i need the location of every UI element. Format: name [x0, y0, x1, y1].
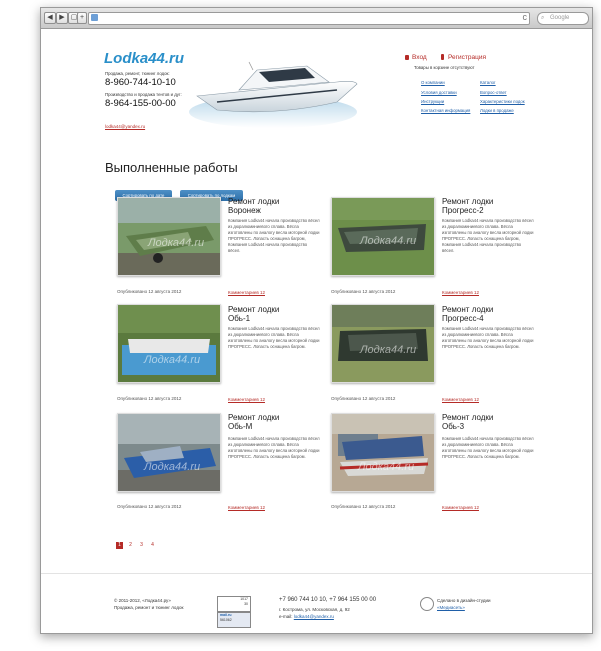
- card-comments-link[interactable]: Комментариев 12: [442, 290, 479, 295]
- card-description: Компания Lodka44 начала производство вёсел из дюралюминиевого сплава. Вёсла изготовлены по аналогу весла моторной лодки ПРОГРЕСС. Лопасть оснащена багром.: [228, 326, 320, 349]
- card-date: Опубликовано 12 августа 2012: [117, 289, 182, 294]
- card-description: Компания Lodka44 начала производство вёсел из дюралюминиевого сплава. Вёсла изготовлены по аналогу весла моторной лодки ПРОГРЕСС. Лопасть оснащена багром.: [442, 436, 534, 459]
- liveinternet-counter[interactable]: 1017 30: [217, 596, 251, 612]
- footer-copyright: © 2011-2012, «Лодка44.ру» Продажа, ремонт и тюнинг лодок: [114, 598, 184, 610]
- card-image[interactable]: [117, 304, 221, 383]
- card-title[interactable]: Ремонт лодки Прогресс-4: [442, 305, 494, 323]
- watermark: Лодка44.ru: [148, 237, 205, 249]
- card-date: Опубликовано 12 августа 2012: [331, 396, 396, 401]
- watermark: Лодка44.ru: [144, 354, 201, 366]
- user-icon: [441, 54, 444, 60]
- card-image[interactable]: [331, 304, 435, 383]
- nav-contacts[interactable]: Контактная информация: [421, 108, 471, 113]
- watermark: Лодка44.ru: [358, 461, 415, 473]
- card-description: Компания Lodka44 начала производство вёсел из дюралюминиевого сплава. Вёсла изготовлены по аналогу весла моторной лодки ПРОГРЕСС. Лопасть оснащена багром.: [228, 436, 320, 459]
- address-bar[interactable]: [88, 12, 530, 25]
- footer-email-link[interactable]: lodka44@yandex.ru: [293, 614, 334, 619]
- watermark: Лодка44.ru: [144, 461, 201, 473]
- tagline: Продажа, ремонт, тюнинг лодок:: [105, 71, 170, 76]
- login-link[interactable]: Вход: [412, 54, 427, 61]
- register-link[interactable]: Регистрация: [448, 54, 486, 61]
- production-text: Производство и продажа тентов и дуг:: [105, 92, 182, 97]
- card-date: Опубликовано 12 августа 2012: [117, 504, 182, 509]
- card-title[interactable]: Ремонт лодки Обь-М: [228, 413, 280, 431]
- nav-delivery[interactable]: Условия доставки: [421, 90, 457, 95]
- card-comments-link[interactable]: Комментариев 12: [442, 505, 479, 510]
- card-date: Опубликовано 12 августа 2012: [331, 504, 396, 509]
- search-icon: ⌕: [541, 15, 545, 21]
- header-email-link[interactable]: lodka44@yandex.ru: [105, 124, 146, 129]
- card-date: Опубликовано 12 августа 2012: [331, 289, 396, 294]
- nav-catalog[interactable]: Каталог: [480, 80, 496, 85]
- browser-toolbar: [41, 8, 592, 29]
- nav-for-sale[interactable]: Лодки в продаже: [480, 108, 514, 113]
- card-comments-link[interactable]: Комментариев 12: [228, 505, 265, 510]
- nav-about[interactable]: О компании: [421, 80, 445, 85]
- page-4[interactable]: 4: [151, 542, 154, 548]
- card-title[interactable]: Ремонт лодки Обь-1: [228, 305, 280, 323]
- card-image[interactable]: [117, 197, 221, 276]
- card-description: Компания Lodka44 начала производство вёсел из дюралюминиевого сплава. Вёсла изготовлены по аналогу весла моторной лодки ПРОГРЕСС. Лопасть оснащена багром.: [442, 326, 534, 349]
- phone-production: 8-964-155-00-00: [105, 98, 176, 109]
- studio-logo-icon[interactable]: [420, 597, 434, 611]
- studio-link[interactable]: «Медиасеть»: [437, 605, 465, 610]
- back-icon[interactable]: ◀: [44, 12, 56, 24]
- card-description: Компания Lodka44 начала производство вёсел из дюралюминиевого сплава. Вёсла изготовлены по аналогу весла моторной лодки ПРОГРЕСС. Лопасть оснащена багром, Компания Lodka44 начала производство вёсел.: [442, 218, 534, 253]
- sort-by-boats-button[interactable]: Сортировать по лодкам: [180, 190, 243, 201]
- studio-credit: Сделано в дизайн-студии «Медиасеть»: [437, 598, 491, 610]
- lock-icon: [405, 55, 409, 60]
- stop-icon[interactable]: ▢: [68, 12, 80, 24]
- page-title: Выполненные работы: [105, 160, 238, 175]
- nav-specs[interactable]: Характеристики лодок: [480, 99, 525, 104]
- boat-image: [187, 44, 359, 134]
- nav-instructions[interactable]: Инструкции: [421, 99, 445, 104]
- nav-faq[interactable]: Вопрос-ответ: [480, 90, 507, 95]
- add-tab-icon[interactable]: +: [77, 12, 87, 24]
- mailru-counter[interactable]: mail.ru 561062: [217, 612, 251, 628]
- phone-sales: 8-960-744-10-10: [105, 77, 176, 88]
- card-image[interactable]: [331, 413, 435, 492]
- web-page: [41, 29, 592, 633]
- card-comments-link[interactable]: Комментариев 12: [228, 397, 265, 402]
- card-comments-link[interactable]: Комментариев 12: [442, 397, 479, 402]
- watermark: Лодка44.ru: [360, 235, 417, 247]
- card-comments-link[interactable]: Комментариев 12: [228, 290, 265, 295]
- site-logo[interactable]: Lodka44.ru: [104, 50, 185, 67]
- browser-search-input[interactable]: [537, 12, 589, 25]
- card-title[interactable]: Ремонт лодки Воронеж: [228, 197, 280, 215]
- page-3[interactable]: 3: [140, 542, 143, 548]
- browser-window: [40, 7, 593, 634]
- card-image[interactable]: [331, 197, 435, 276]
- forward-icon[interactable]: ▶: [56, 12, 68, 24]
- search-placeholder: Google: [550, 15, 570, 21]
- footer-phones: +7 960 744 10 10, +7 964 155 00 00: [279, 597, 377, 603]
- card-description: Компания Lodka44 начала производство вёсел из дюралюминиевого сплава. Вёсла изготовлены по аналогу весла моторной лодки ПРОГРЕСС. Лопасть оснащена багром, Компания Lodka44 начала производство вёсел.: [228, 218, 320, 253]
- card-date: Опубликовано 12 августа 2012: [117, 396, 182, 401]
- footer-email: e-mail: lodka44@yandex.ru: [279, 614, 334, 619]
- card-title[interactable]: Ремонт лодки Прогресс-2: [442, 197, 494, 215]
- reload-icon[interactable]: c: [522, 12, 527, 22]
- watermark: Лодка44.ru: [360, 344, 417, 356]
- page-1[interactable]: 1: [116, 542, 123, 549]
- site-favicon-icon: [91, 14, 98, 21]
- footer-divider: [41, 573, 592, 574]
- page-2[interactable]: 2: [129, 542, 132, 548]
- cart-status: Товары в корзине отсутствуют: [414, 65, 475, 70]
- card-title[interactable]: Ремонт лодки Обь-3: [442, 413, 494, 431]
- card-image[interactable]: [117, 413, 221, 492]
- sort-by-date-button[interactable]: Сортировать по дате: [115, 190, 172, 201]
- footer-address: г. Кострома, ул. Московская, д. 92: [279, 607, 350, 612]
